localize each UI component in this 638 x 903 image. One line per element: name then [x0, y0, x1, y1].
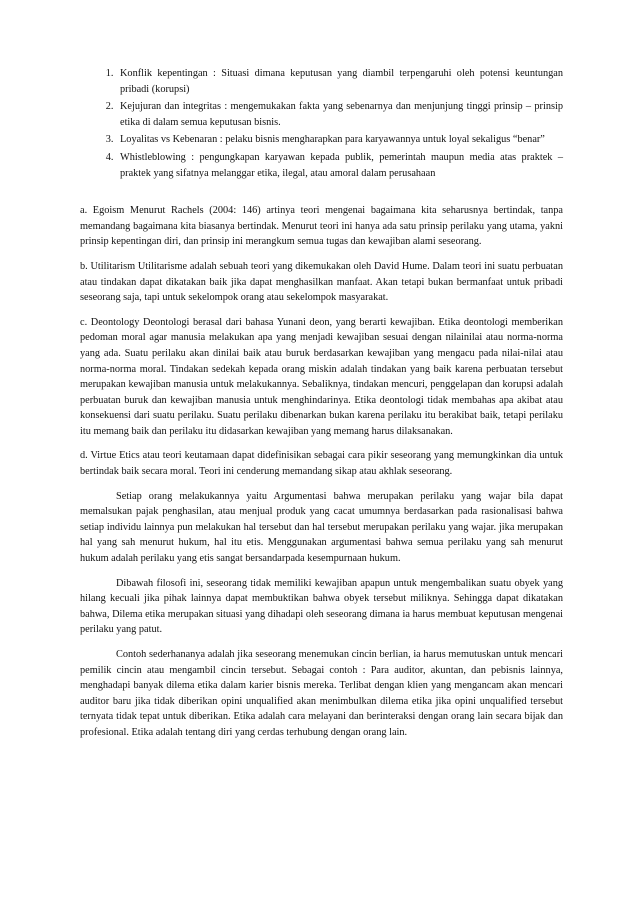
- paragraph-egoism: a. Egoism Menurut Rachels (2004: 146) artinya teori mengenai bagaimana kita seharusnya bertindak, tanpa memandang bagaimana kita biasanya bertindak. Menurut teori ini hanya ada satu prinsip perilaku yang utama, yakni prinsip kepentingan diri, dan prinsip ini merangkum semua tugas dan kewajiban alami seseorang.: [80, 205, 563, 248]
- paragraph-deontology: c. Deontology Deontologi berasal dari bahasa Yunani deon, yang berarti kewajiban. Etika deontologi memberikan pedoman moral agar manusia melakukan apa yang menjadi kewajiban sesuai dengan nilainilai atau norma-norma yang ada. Suatu perilaku akan dinilai baik atau buruk berdasarkan kewajiban yang mengacu pada nilai-nilai atau norma-norma moral. Tindakan sedekah kepada orang miskin adalah tindakan yang baik karena perbuatan tersebut merupakan kewajiban manusia untuk melakukannya. Sebaliknya, tindakan mencuri, penggelapan dan korupsi adalah perbuatan buruk dan kewajiban manusia untuk menghindarinya. Etika deontologi tidak membahas apa akibat atau konsekuensi dari suatu perilaku. Suatu perilaku dibenarkan bukan karena perilaku itu berakibat baik, tetapi perilaku itu memang baik dan perilaku itu didasarkan kewajiban yang memang harus dilaksanakan.: [80, 316, 563, 437]
- paragraph-philosophy: Dibawah filosofi ini, seseorang tidak memiliki kewajiban apapun untuk mengembalikan suatu obyek yang hilang kecuali jika pihak lainnya dapat membuktikan bahwa obyek tersebut miliknya. Sehingga dapat dikatakan bahwa, Dilema etika merupakan situasi yang dihadapi oleh seseorang dimana ia harus membuat keputusan mengenai perilaku yang patut.: [80, 577, 563, 636]
- numbered-list: [80, 66, 563, 181]
- paragraph-example: Contoh sederhananya adalah jika seseorang menemukan cincin berlian, ia harus memutuskan untuk mencari pemilik cincin atau mengambil cincin tersebut. Sebagai contoh : Para auditor, akuntan, dan pebisnis lainnya, menghadapi banyak dilema etika dalam karier bisnis mereka. Terlibat dengan klien yang mengancam akan mencari auditor baru jika tidak diberikan opini unqualified akan menimbulkan dilema etika jika opini unqualified tersebut ternyata tidak tepat untuk diberikan. Etika adalah cara melayani dan berinteraksi dengan orang lain secara bijak dan profesional. Etika adalah tentang diri yang cerdas terhubung dengan orang lain.: [80, 649, 563, 738]
- spacer: [80, 183, 563, 203]
- list-item: 2. Kejujuran dan integritas : mengemukakan fakta yang sebenarnya dan menjunjung tinggi prinsip – prinsip etika di dalam semua keputusan bisnis.: [116, 99, 563, 130]
- paragraph-virtue-ethics: d. Virtue Etics atau teori keutamaan dapat didefinisikan sebagai cara pikir seseorang yang memungkinkan dia untuk bertindak baik secara moral. Teori ini cenderung memandang sikap atau akhlak seseorang.: [80, 450, 563, 478]
- paragraph-utilitarism: b. Utilitarism Utilitarisme adalah sebuah teori yang dikemukakan oleh David Hume. Dalam teori ini suatu perbuatan atau tindakan dapat dikatakan baik jika dapat menghasilkan manfaat. Akan tetapi bukan bermanfaat untuk pribadi seseorang saja, tapi untuk sekelompok orang atau sekelompok masyarakat.: [80, 260, 563, 304]
- list-item: 4. Whistleblowing : pengungkapan karyawan kepada publik, pemerintah maupun media atas praktek – praktek yang sifatnya melanggar etika, ilegal, atau amoral dalam perusahaan: [116, 150, 563, 181]
- list-item: 1. Konflik kepentingan : Situasi dimana keputusan yang diambil terpengaruhi oleh potensi keuntungan pribadi (korupsi): [116, 66, 563, 97]
- list-item: 3. Loyalitas vs Kebenaran : pelaku bisnis mengharapkan para karyawannya untuk loyal sekaligus “benar”: [116, 132, 563, 148]
- paragraph-everyone-does-it: Setiap orang melakukannya yaitu Argumentasi bahwa merupakan perilaku yang wajar bila dapat memalsukan pajak penghasilan, atau menjual produk yang cacat umumnya berdasarkan pada rasionalisasi bahwa setiap individu lainnya pun melakukan hal tersebut dan hal tersebut merupakan perilaku yang wajar. jika merupakan hal yang sah menurut hukum, hal itu etis. Menggunakan argumentasi bahwa semua perilaku yang sah menurut hukum adalah perilaku yang etis sangat bersandarpada kesempurnaan hukum.: [80, 490, 563, 565]
